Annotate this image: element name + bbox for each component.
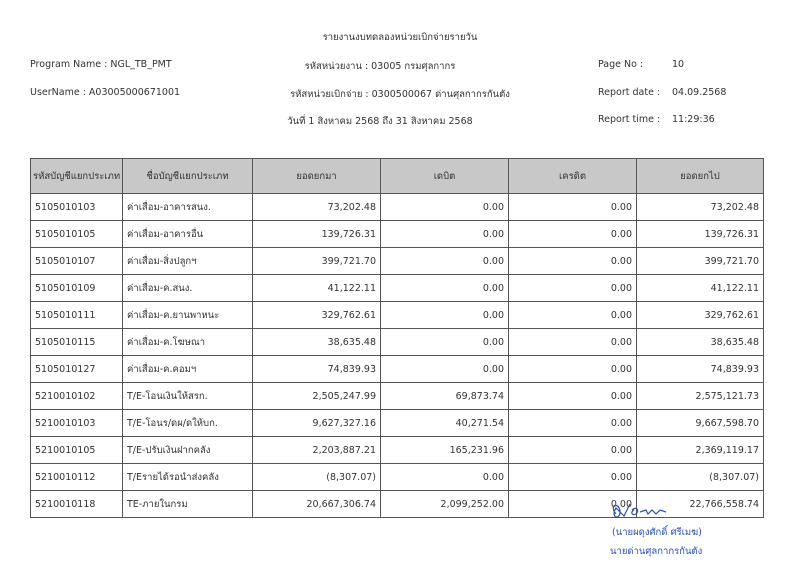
column-header: รหัสบัญชีแยกประเภท — [31, 159, 123, 194]
table-cell: 0.00 — [509, 437, 637, 464]
table-cell: 0.00 — [381, 221, 509, 248]
column-header: ยอดยกมา — [253, 159, 381, 194]
table-cell: 0.00 — [509, 383, 637, 410]
table-cell: 2,369,119.17 — [637, 437, 764, 464]
table-cell: 0.00 — [381, 248, 509, 275]
table-cell: 5105010111 — [31, 302, 123, 329]
table-row — [31, 437, 764, 464]
table-cell: 0.00 — [509, 194, 637, 221]
table-header — [31, 159, 764, 194]
trial-balance-table — [30, 158, 764, 518]
table-cell: 5105010105 — [31, 221, 123, 248]
table-cell: 0.00 — [509, 329, 637, 356]
table-cell: 5105010115 — [31, 329, 123, 356]
table-cell: TE-ภายในกรม — [123, 491, 253, 518]
table-cell: 9,667,598.70 — [637, 410, 764, 437]
column-header: ยอดยกไป — [637, 159, 764, 194]
table-cell: 139,726.31 — [637, 221, 764, 248]
table-cell: 0.00 — [381, 302, 509, 329]
table-cell: 0.00 — [509, 221, 637, 248]
signature-scribble — [606, 500, 676, 522]
page-no: 10 — [672, 59, 685, 70]
table-cell: 5105010107 — [31, 248, 123, 275]
table-row — [31, 275, 764, 302]
table-cell: 0.00 — [381, 275, 509, 302]
table-cell: 40,271.54 — [381, 410, 509, 437]
table-cell: 0.00 — [381, 329, 509, 356]
table-cell: ค่าเสื่อม-ค.ยานพาหนะ — [123, 302, 253, 329]
table-cell: ค่าเสื่อม-อาคารสนง. — [123, 194, 253, 221]
table-row — [31, 248, 764, 275]
table-cell: 5210010118 — [31, 491, 123, 518]
table-cell: 73,202.48 — [253, 194, 381, 221]
table-row — [31, 464, 764, 491]
signatory-position: นายด่านศุลกากรกันตัง — [610, 546, 703, 557]
table-row — [31, 194, 764, 221]
table-row — [31, 383, 764, 410]
table-cell: 0.00 — [509, 275, 637, 302]
table-cell: 74,839.93 — [637, 356, 764, 383]
table-cell: 9,627,327.16 — [253, 410, 381, 437]
table-cell: ค่าเสื่อม-ค.สนง. — [123, 275, 253, 302]
column-header: เครดิต — [509, 159, 637, 194]
table-cell: 5105010127 — [31, 356, 123, 383]
table-cell: 0.00 — [509, 410, 637, 437]
table-row — [31, 329, 764, 356]
table-cell: ค่าเสื่อม-ค.โฆษณา — [123, 329, 253, 356]
table-cell: T/E-โอนร/ดผ/ดให้บก. — [123, 410, 253, 437]
table-cell: 5105010103 — [31, 194, 123, 221]
table-cell: 38,635.48 — [637, 329, 764, 356]
table-row — [31, 410, 764, 437]
report-date-label: Report date : — [598, 87, 661, 98]
report-date: 04.09.2568 — [672, 87, 727, 98]
table-cell: 0.00 — [509, 491, 637, 518]
table-cell: 41,122.11 — [253, 275, 381, 302]
table-cell: 5210010102 — [31, 383, 123, 410]
table-cell: ค่าเสื่อม-สิ่งปลูกฯ — [123, 248, 253, 275]
table-cell: T/Eรายได้รอนำส่งคลัง — [123, 464, 253, 491]
table-cell: 5210010105 — [31, 437, 123, 464]
table-cell: 41,122.11 — [637, 275, 764, 302]
table-cell: 165,231.96 — [381, 437, 509, 464]
table-cell: 399,721.70 — [253, 248, 381, 275]
table-cell: 5210010112 — [31, 464, 123, 491]
table-cell: 73,202.48 — [637, 194, 764, 221]
table-cell: 0.00 — [509, 464, 637, 491]
report-time: 11:29:36 — [672, 114, 715, 125]
table-cell: 2,203,887.21 — [253, 437, 381, 464]
table-cell: 0.00 — [509, 356, 637, 383]
table-row — [31, 221, 764, 248]
column-header: ชื่อบัญชีแยกประเภท — [123, 159, 253, 194]
disbursing-unit: รหัสหน่วยเบิกจ่าย : 0300500067 ด่านศุลกากรกันตัง — [290, 89, 510, 100]
table-cell: 2,505,247.99 — [253, 383, 381, 410]
program-name: Program Name : NGL_TB_PMT — [30, 59, 172, 70]
page-no-label: Page No : — [598, 59, 644, 70]
table-cell: 0.00 — [509, 302, 637, 329]
table-cell: 0.00 — [381, 194, 509, 221]
table-row — [31, 302, 764, 329]
table-cell: (8,307.07) — [637, 464, 764, 491]
table-cell: 0.00 — [509, 248, 637, 275]
table-cell: 0.00 — [381, 356, 509, 383]
table-cell: 69,873.74 — [381, 383, 509, 410]
table-cell: 5105010109 — [31, 275, 123, 302]
table-cell: 22,766,558.74 — [637, 491, 764, 518]
table-cell: 74,839.93 — [253, 356, 381, 383]
signatory-name: (นายผดุงศักดิ์ ศรีเมฆ) — [612, 527, 702, 538]
table-cell: ค่าเสื่อม-ค.คอมฯ — [123, 356, 253, 383]
table-cell: 20,667,306.74 — [253, 491, 381, 518]
agency: รหัสหน่วยงาน : 03005 กรมศุลกากร — [304, 61, 456, 72]
table-cell: 5210010103 — [31, 410, 123, 437]
table-cell: ค่าเสื่อม-อาคารอื่น — [123, 221, 253, 248]
table-cell: 38,635.48 — [253, 329, 381, 356]
period: วันที่ 1 สิงหาคม 2568 ถึง 31 สิงหาคม 2568 — [287, 116, 473, 127]
table-cell: 0.00 — [381, 464, 509, 491]
table-cell: T/E-โอนเงินให้สรก. — [123, 383, 253, 410]
table-cell: 329,762.61 — [253, 302, 381, 329]
report-title: รายงานงบทดลองหน่วยเบิกจ่ายรายวัน — [322, 32, 478, 43]
table-cell: 399,721.70 — [637, 248, 764, 275]
report-time-label: Report time : — [598, 114, 661, 125]
table-cell: 2,575,121.73 — [637, 383, 764, 410]
table-cell: 2,099,252.00 — [381, 491, 509, 518]
column-header: เดบิต — [381, 159, 509, 194]
table-cell: (8,307.07) — [253, 464, 381, 491]
table-cell: T/E-ปรับเงินฝากคลัง — [123, 437, 253, 464]
table-cell: 139,726.31 — [253, 221, 381, 248]
username: UserName : A03005000671001 — [30, 87, 181, 98]
table-cell: 329,762.61 — [637, 302, 764, 329]
table-row — [31, 356, 764, 383]
